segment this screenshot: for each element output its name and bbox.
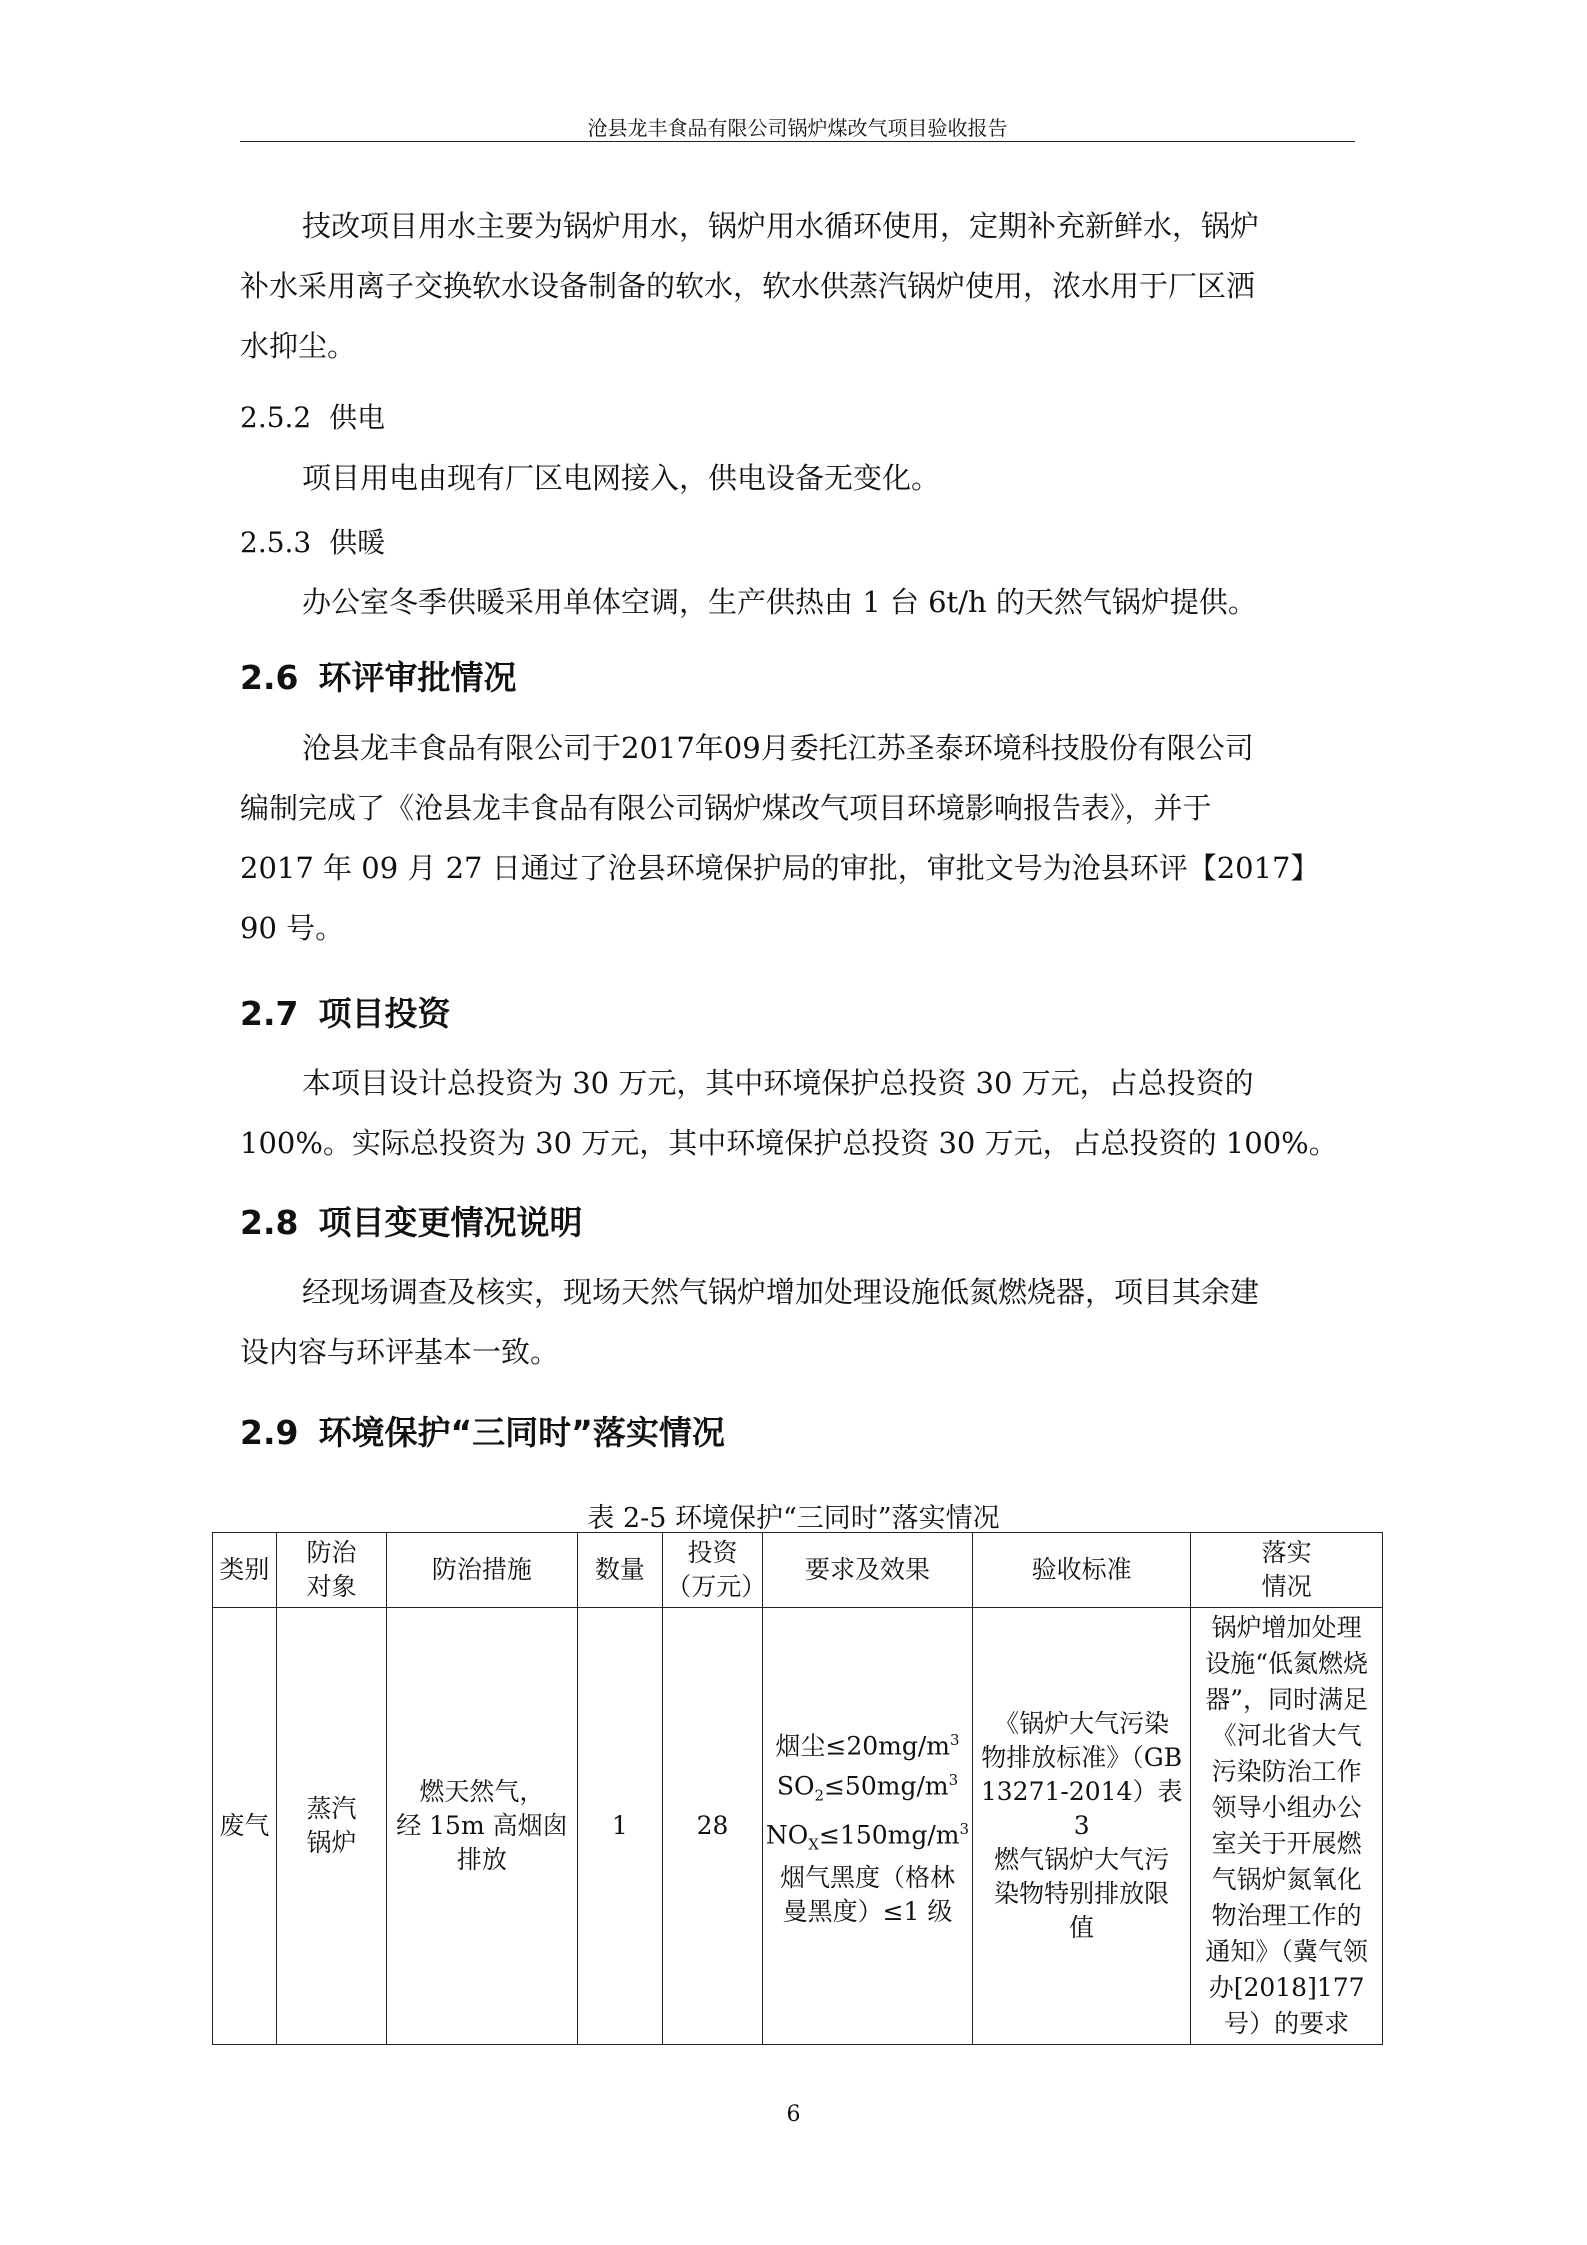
section-2-9-heading	[240, 1407, 725, 1454]
text-line: 沧县龙丰食品有限公司于2017年09月委托江苏圣泰环境科技股份有限公司	[302, 731, 1254, 765]
text-line: 编制完成了《沧县龙丰食品有限公司锅炉煤改气项目环境影响报告表》，并于	[240, 791, 1212, 825]
text-line: 本项目设计总投资为 30 万元，其中环境保护总投资 30 万元，占总投资的	[302, 1066, 1254, 1100]
text-line: 经现场调查及核实，现场天然气锅炉增加处理设施低氮燃烧器，项目其余建	[302, 1275, 1260, 1309]
section-number: 2.5.2	[240, 401, 312, 434]
running-header: 沧县龙丰食品有限公司锅炉煤改气项目验收报告	[587, 116, 1008, 140]
section-number: 2.6	[240, 658, 299, 697]
section-title: 项目投资	[318, 994, 451, 1033]
header-requirements: 要求及效果	[762, 1533, 972, 1608]
header-target: 防治 对象	[276, 1533, 387, 1608]
text-line: 项目用电由现有厂区电网接入，供电设备无变化。	[302, 461, 941, 495]
investment-paragraph	[240, 1053, 1355, 1173]
section-2-5-3-heading	[240, 521, 385, 561]
section-title: 项目变更情况说明	[318, 1203, 583, 1242]
three-simultaneous-table	[212, 1532, 1383, 2045]
cell-measure: 燃天然气， 经 15m 高烟囱 排放	[387, 1608, 577, 2045]
section-title: 环评审批情况	[318, 658, 517, 697]
section-title: 供电	[329, 401, 386, 434]
section-number: 2.5.3	[240, 526, 312, 559]
section-2-7-heading	[240, 988, 450, 1035]
change-paragraph	[240, 1262, 1355, 1382]
section-title: 环境保护“三同时”落实情况	[318, 1413, 725, 1452]
cell-requirements: 烟尘$\le 20mg/m^3$ $SO_2\le 50mg/m^3$ $NO_X\le 150mg/m^3$ 烟气黑度（格林 曼黑度）≤1 级	[762, 1608, 972, 2045]
section-title: 供暖	[329, 526, 386, 559]
text-line: 技改项目用水主要为锅炉用水，锅炉用水循环使用，定期补充新鲜水，锅炉	[302, 209, 1260, 243]
cell-standard: 《锅炉大气污染 物排放标准》（GB 13271-2014）表 3 燃气锅炉大气污 染物特别排放限 值	[973, 1608, 1191, 2045]
header-category: 类别	[213, 1533, 277, 1608]
heating-paragraph	[240, 572, 1355, 632]
table-header-row	[213, 1533, 1383, 1608]
power-paragraph	[240, 448, 1355, 508]
text-line: 办公室冬季供暖采用单体空调，生产供热由 1 台 6t/h 的天然气锅炉提供。	[302, 585, 1257, 619]
section-2-8-heading	[240, 1197, 582, 1244]
text-line: 设内容与环评基本一致。	[240, 1335, 560, 1369]
cell-investment: 28	[663, 1608, 763, 2045]
cell-status: 锅炉增加处理 设施“低氮燃烧 器”，同时满足 《河北省大气 污染防治工作 领导小组办公 室关于开展燃 气锅炉氮氧化 物治理工作的 通知》（冀气领 办[2018]177 号）的要求	[1191, 1608, 1383, 2045]
eia-paragraph	[240, 718, 1355, 958]
text-line: 100%。实际总投资为 30 万元，其中环境保护总投资 30 万元，占总投资的 100%。	[240, 1126, 1338, 1160]
header-measure: 防治措施	[387, 1533, 577, 1608]
cell-category: 废气	[213, 1608, 277, 2045]
section-2-5-2-heading	[240, 396, 385, 436]
header-quantity: 数量	[577, 1533, 663, 1608]
header-investment: 投资 （万元）	[663, 1533, 763, 1608]
text-line: 补水采用离子交换软水设备制备的软水，软水供蒸汽锅炉使用，浓水用于厂区洒	[240, 269, 1256, 303]
section-2-6-heading	[240, 652, 516, 699]
water-paragraph	[240, 196, 1355, 376]
table-row	[213, 1608, 1383, 2045]
text-line: 2017 年 09 月 27 日通过了沧县环境保护局的审批，审批文号为沧县环评【2017】	[240, 851, 1320, 885]
section-number: 2.7	[240, 994, 299, 1033]
header-standard: 验收标准	[973, 1533, 1191, 1608]
section-number: 2.9	[240, 1413, 299, 1452]
cell-quantity: 1	[577, 1608, 663, 2045]
section-number: 2.8	[240, 1203, 299, 1242]
header-status: 落实 情况	[1191, 1533, 1383, 1608]
text-line: 水抑尘。	[240, 329, 357, 363]
text-line: 90 号。	[240, 911, 345, 945]
page-number: 6	[786, 2102, 801, 2127]
table-caption: 表 2-5 环境保护“三同时”落实情况	[587, 1503, 1000, 1534]
header-divider	[240, 141, 1355, 142]
cell-target: 蒸汽 锅炉	[276, 1608, 387, 2045]
